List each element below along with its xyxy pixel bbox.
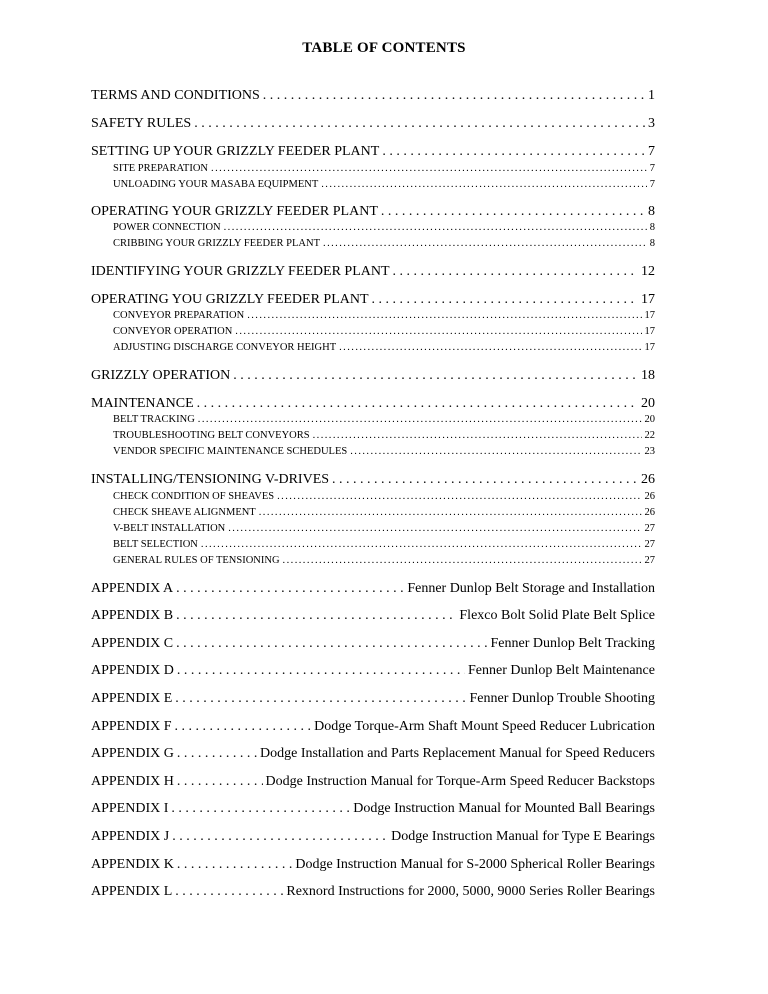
toc-subentry-conveyor-operation[interactable] — [113, 325, 655, 339]
dot-leader — [176, 635, 487, 653]
dot-leader — [176, 580, 404, 598]
appendix-title: Dodge Installation and Parts Replacement Manual for Speed Reducers — [260, 746, 655, 761]
toc-page-number: 8 — [648, 204, 655, 219]
toc-page-number: 20 — [641, 396, 655, 411]
toc-subentry-label: TROUBLESHOOTING BELT CONVEYORS — [113, 430, 310, 441]
toc-subentry-site-preparation[interactable] — [113, 162, 655, 176]
toc-entry-label: OPERATING YOUR GRIZZLY FEEDER PLANT — [91, 204, 378, 219]
toc-page-number: 27 — [644, 555, 655, 566]
appendix-label: APPENDIX B — [91, 608, 174, 623]
toc-subentry-conveyor-preparation[interactable] — [113, 309, 655, 323]
toc-subentry-vendor-schedules[interactable] — [113, 445, 655, 459]
toc-entry-setting-up[interactable] — [91, 143, 655, 161]
toc-page-number: 22 — [644, 430, 655, 441]
dot-leader — [177, 856, 293, 874]
dot-leader — [177, 662, 465, 680]
toc-entry-label: IDENTIFYING YOUR GRIZZLY FEEDER PLANT — [91, 264, 390, 279]
toc-subentry-tensioning-rules[interactable] — [113, 554, 655, 568]
appendix-label: APPENDIX I — [91, 801, 169, 816]
dot-leader — [277, 490, 641, 504]
toc-appendix-h[interactable] — [91, 773, 655, 791]
toc-page-number: 20 — [644, 414, 655, 425]
appendix-title: Dodge Torque-Arm Shaft Mount Speed Reducer Lubrication — [314, 719, 655, 734]
appendix-title: Rexnord Instructions for 2000, 5000, 9000 Series Roller Bearings — [286, 884, 655, 899]
toc-page-number: 3 — [648, 116, 655, 131]
toc-appendix-l[interactable] — [91, 883, 655, 901]
toc-subentry-label: GENERAL RULES OF TENSIONING — [113, 555, 280, 566]
toc-page-number: 8 — [649, 222, 655, 233]
toc-page-number: 26 — [644, 507, 655, 518]
dot-leader — [197, 395, 638, 413]
dot-leader — [321, 178, 647, 192]
appendix-label: APPENDIX H — [91, 774, 174, 789]
toc-entry-maintenance[interactable] — [91, 395, 655, 413]
toc-entry-terms[interactable] — [91, 87, 655, 105]
toc-subentry-label: SITE PREPARATION — [113, 163, 209, 174]
dot-leader — [313, 429, 642, 443]
toc-entry-safety[interactable] — [91, 115, 655, 133]
toc-subentry-adjusting-height[interactable] — [113, 341, 655, 355]
toc-subentry-label: V-BELT INSTALLATION — [113, 523, 226, 534]
toc-entry-label: SAFETY RULES — [91, 116, 192, 131]
toc-subentry-unloading[interactable] — [113, 178, 655, 192]
toc-subentry-label: UNLOADING YOUR MASABA EQUIPMENT — [113, 179, 319, 190]
toc-entry-label: OPERATING YOU GRIZZLY FEEDER PLANT — [91, 292, 369, 307]
toc-page-number: 17 — [641, 292, 655, 307]
toc-appendix-e[interactable] — [91, 690, 655, 708]
appendix-label: APPENDIX L — [91, 884, 173, 899]
toc-page-number: 26 — [644, 491, 655, 502]
toc-page-number: 12 — [641, 264, 655, 279]
dot-leader — [382, 143, 645, 161]
appendix-label: APPENDIX F — [91, 719, 172, 734]
toc-page-number: 1 — [648, 88, 655, 103]
toc-appendix-i[interactable] — [91, 800, 655, 818]
toc-subentry-cribbing[interactable] — [113, 237, 655, 251]
dot-leader — [177, 773, 263, 791]
toc-subentry-label: CONVEYOR PREPARATION — [113, 310, 245, 321]
toc-subentry-label: CRIBBING YOUR GRIZZLY FEEDER PLANT — [113, 238, 321, 249]
toc-subentry-label: CONVEYOR OPERATION — [113, 326, 233, 337]
toc-page-number: 7 — [649, 163, 655, 174]
dot-leader — [228, 522, 641, 536]
appendix-title: Dodge Instruction Manual for Type E Bearings — [391, 829, 655, 844]
appendix-title: Fenner Dunlop Belt Storage and Installation — [407, 581, 655, 596]
toc-entry-label: TERMS AND CONDITIONS — [91, 88, 260, 103]
toc-entry-identifying[interactable] — [91, 263, 655, 281]
toc-entry-label: GRIZZLY OPERATION — [91, 368, 231, 383]
appendix-title: Fenner Dunlop Belt Maintenance — [467, 663, 655, 678]
appendix-title: Flexco Bolt Solid Plate Belt Splice — [459, 608, 655, 623]
dot-leader — [175, 690, 466, 708]
dot-leader — [339, 341, 641, 355]
dot-leader — [393, 263, 638, 281]
appendix-title: Dodge Instruction Manual for S-2000 Spherical Roller Bearings — [295, 857, 655, 872]
dot-leader — [175, 883, 283, 901]
dot-leader — [172, 828, 388, 846]
toc-entry-operating-you[interactable] — [91, 291, 655, 309]
toc-subentry-label: CHECK SHEAVE ALIGNMENT — [113, 507, 256, 518]
toc-appendix-a[interactable] — [91, 580, 655, 598]
dot-leader — [171, 800, 350, 818]
dot-leader — [235, 325, 641, 339]
toc-subentry-troubleshooting[interactable] — [113, 429, 655, 443]
dot-leader — [176, 607, 456, 625]
appendix-title: Dodge Instruction Manual for Mounted Ball Bearings — [353, 801, 655, 816]
toc-page-number: 8 — [649, 238, 655, 249]
dot-leader — [177, 745, 257, 763]
toc-subentry-label: POWER CONNECTION — [113, 222, 221, 233]
toc-subentry-label: BELT SELECTION — [113, 539, 198, 550]
dot-leader — [198, 413, 642, 427]
toc-appendix-c[interactable] — [91, 635, 655, 653]
dot-leader — [194, 115, 645, 133]
toc-entry-label: SETTING UP YOUR GRIZZLY FEEDER PLANT — [91, 144, 380, 159]
appendix-title: Fenner Dunlop Belt Tracking — [490, 636, 655, 651]
appendix-label: APPENDIX E — [91, 691, 173, 706]
toc-page-number: 27 — [644, 539, 655, 550]
appendix-title: Fenner Dunlop Trouble Shooting — [469, 691, 655, 706]
toc-entry-label: MAINTENANCE — [91, 396, 194, 411]
toc-entry-operating-your[interactable] — [91, 203, 655, 221]
toc-appendix-k[interactable] — [91, 856, 655, 874]
dot-leader — [211, 162, 647, 176]
appendix-label: APPENDIX J — [91, 829, 170, 844]
dot-leader — [263, 87, 645, 105]
toc-appendix-j[interactable] — [91, 828, 655, 846]
toc-page-number: 7 — [648, 144, 655, 159]
dot-leader — [224, 221, 647, 235]
dot-leader — [247, 309, 641, 323]
toc-page-number: 17 — [644, 342, 655, 353]
toc-page-number: 18 — [641, 368, 655, 383]
appendix-label: APPENDIX A — [91, 581, 174, 596]
toc-subentry-label: CHECK CONDITION OF SHEAVES — [113, 491, 275, 502]
toc-page-number: 17 — [644, 310, 655, 321]
toc-subentry-v-belt-installation[interactable] — [113, 522, 655, 536]
toc-subentry-belt-selection[interactable] — [113, 538, 655, 552]
toc-appendix-d[interactable] — [91, 662, 655, 680]
toc-subentry-sheave-condition[interactable] — [113, 490, 655, 504]
dot-leader — [372, 291, 638, 309]
appendix-label: APPENDIX D — [91, 663, 174, 678]
toc-subentry-belt-tracking[interactable] — [113, 413, 655, 427]
toc-page-number: 17 — [644, 326, 655, 337]
toc-subentry-sheave-alignment[interactable] — [113, 506, 655, 520]
appendix-label: APPENDIX G — [91, 746, 174, 761]
toc-page-number: 7 — [649, 179, 655, 190]
toc-appendix-g[interactable] — [91, 745, 655, 763]
dot-leader — [332, 471, 638, 489]
toc-page-number: 23 — [644, 446, 655, 457]
appendix-label: APPENDIX C — [91, 636, 174, 651]
toc-subentry-label: ADJUSTING DISCHARGE CONVEYOR HEIGHT — [113, 342, 337, 353]
dot-leader — [175, 718, 312, 736]
toc-subentry-label: BELT TRACKING — [113, 414, 195, 425]
toc-appendix-f[interactable] — [91, 718, 655, 736]
toc-entry-label: INSTALLING/TENSIONING V-DRIVES — [91, 472, 330, 487]
toc-subentry-power-connection[interactable] — [113, 221, 655, 235]
toc-page-number: 26 — [641, 472, 655, 487]
dot-leader — [381, 203, 645, 221]
toc-entry-v-drives[interactable] — [91, 471, 655, 489]
dot-leader — [323, 237, 647, 251]
toc-subentry-label: VENDOR SPECIFIC MAINTENANCE SCHEDULES — [113, 446, 348, 457]
appendix-label: APPENDIX K — [91, 857, 174, 872]
appendix-title: Dodge Instruction Manual for Torque-Arm Speed Reducer Backstops — [265, 774, 655, 789]
toc-appendix-b[interactable] — [91, 607, 655, 625]
dot-leader — [201, 538, 642, 552]
dot-leader — [233, 367, 638, 385]
dot-leader — [259, 506, 642, 520]
toc-entry-grizzly-operation[interactable] — [91, 367, 655, 385]
toc-page-number: 27 — [644, 523, 655, 534]
dot-leader — [350, 445, 641, 459]
dot-leader — [283, 554, 642, 568]
page-title: TABLE OF CONTENTS — [302, 40, 466, 56]
